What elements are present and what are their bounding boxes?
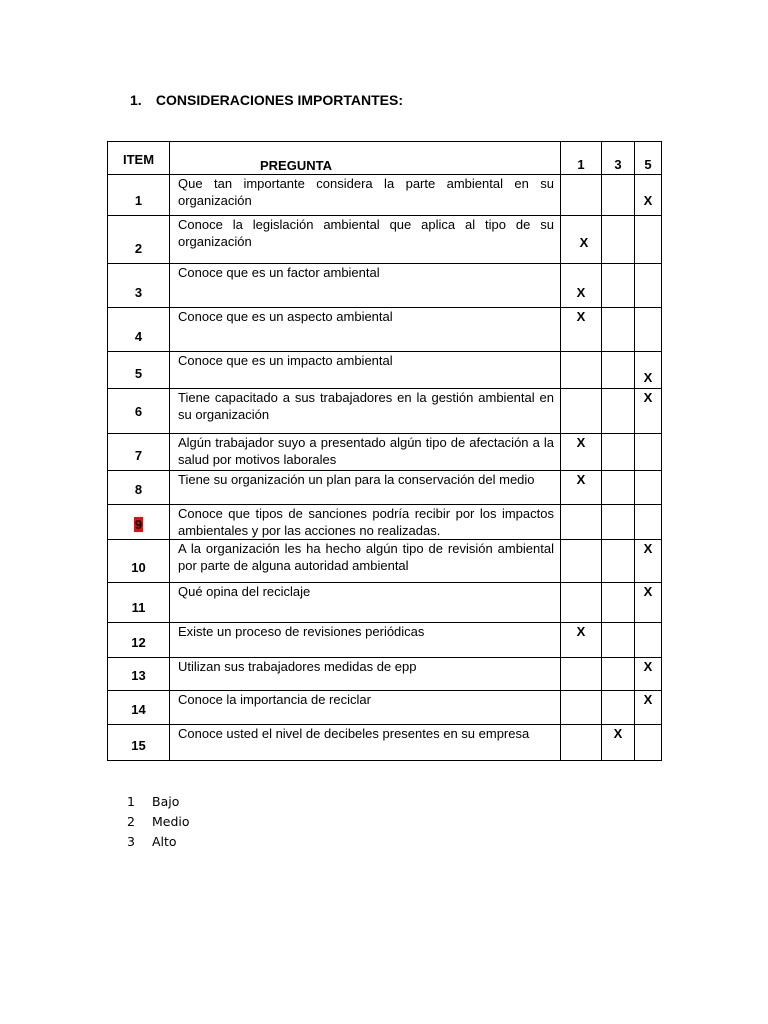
question-text: Algún trabajador suyo a presentado algún tipo de afectación a la salud por motivos laborales [170, 434, 561, 471]
mark-col-1: X [561, 216, 602, 264]
mark-col-5 [635, 505, 662, 540]
legend-item [127, 832, 190, 852]
table-row [108, 505, 662, 540]
mark-col-3 [602, 658, 635, 691]
questions-table [107, 141, 662, 761]
section-number: 1. [130, 92, 142, 108]
question-text: Existe un proceso de revisiones periódicas [170, 623, 561, 658]
question-text: A la organización les ha hecho algún tipo de revisión ambiental por parte de alguna autoridad ambiental [170, 540, 561, 583]
mark-col-1 [561, 725, 602, 761]
table-row [108, 471, 662, 505]
mark-col-5: X [635, 352, 662, 389]
item-number: 6 [108, 389, 170, 434]
legend-item [127, 792, 190, 812]
question-text: Conoce que es un aspecto ambiental [170, 308, 561, 352]
table-row [108, 540, 662, 583]
table-row [108, 658, 662, 691]
mark-col-3 [602, 308, 635, 352]
mark-col-5 [635, 434, 662, 471]
mark-col-5: X [635, 583, 662, 623]
question-text: Tiene su organización un plan para la conservación del medio [170, 471, 561, 505]
item-number: 8 [108, 471, 170, 505]
item-number: 11 [108, 583, 170, 623]
mark-col-5 [635, 216, 662, 264]
item-number: 12 [108, 623, 170, 658]
mark-col-3 [602, 389, 635, 434]
item-number: 3 [108, 264, 170, 308]
section-heading [130, 92, 403, 108]
table-row [108, 583, 662, 623]
header-pregunta: PREGUNTA [170, 142, 561, 175]
mark-col-5: X [635, 658, 662, 691]
mark-col-3 [602, 540, 635, 583]
mark-col-3 [602, 352, 635, 389]
mark-col-5: X [635, 175, 662, 216]
item-number: 10 [108, 540, 170, 583]
mark-col-3 [602, 216, 635, 264]
legend-label: Medio [152, 814, 190, 829]
question-text: Conoce que tipos de sanciones podría recibir por los impactos ambientales y por las acciones no realizadas. [170, 505, 561, 540]
mark-col-1 [561, 583, 602, 623]
header-col-3: 3 [602, 142, 635, 175]
mark-col-5 [635, 623, 662, 658]
mark-col-3 [602, 691, 635, 725]
mark-col-5 [635, 308, 662, 352]
mark-col-3 [602, 264, 635, 308]
item-number: 14 [108, 691, 170, 725]
mark-col-3 [602, 505, 635, 540]
header-col-1: 1 [561, 142, 602, 175]
mark-col-3 [602, 471, 635, 505]
table-row [108, 434, 662, 471]
question-text: Que tan importante considera la parte ambiental en su organización [170, 175, 561, 216]
question-text: Conoce usted el nivel de decibeles presentes en su empresa [170, 725, 561, 761]
mark-col-1 [561, 540, 602, 583]
item-number: 15 [108, 725, 170, 761]
question-text: Conoce la importancia de reciclar [170, 691, 561, 725]
mark-col-5: X [635, 540, 662, 583]
mark-col-3: X [602, 725, 635, 761]
mark-col-3 [602, 623, 635, 658]
mark-col-1: X [561, 308, 602, 352]
mark-col-5 [635, 471, 662, 505]
item-number: 2 [108, 216, 170, 264]
legend-number: 1 [127, 794, 135, 809]
table-row [108, 389, 662, 434]
mark-col-1 [561, 352, 602, 389]
scale-legend [127, 792, 190, 852]
header-col-5: 5 [635, 142, 662, 175]
mark-col-3 [602, 434, 635, 471]
item-number [108, 505, 170, 540]
item-number: 13 [108, 658, 170, 691]
mark-col-1 [561, 505, 602, 540]
table-row [108, 175, 662, 216]
table-row [108, 264, 662, 308]
mark-col-1 [561, 658, 602, 691]
mark-col-1 [561, 691, 602, 725]
mark-col-5 [635, 725, 662, 761]
mark-col-5: X [635, 389, 662, 434]
question-text: Utilizan sus trabajadores medidas de epp [170, 658, 561, 691]
table-row [108, 691, 662, 725]
item-number: 7 [108, 434, 170, 471]
mark-col-3 [602, 175, 635, 216]
legend-number: 2 [127, 814, 135, 829]
mark-col-3 [602, 583, 635, 623]
question-text: Qué opina del reciclaje [170, 583, 561, 623]
legend-label: Alto [152, 834, 177, 849]
question-text: Tiene capacitado a sus trabajadores en la gestión ambiental en su organización [170, 389, 561, 434]
table-header-row [108, 142, 662, 175]
table-row [108, 623, 662, 658]
mark-col-1: X [561, 471, 602, 505]
item-number: 1 [108, 175, 170, 216]
mark-col-5 [635, 264, 662, 308]
table-row [108, 352, 662, 389]
legend-label: Bajo [152, 794, 180, 809]
question-text: Conoce que es un factor ambiental [170, 264, 561, 308]
section-title: CONSIDERACIONES IMPORTANTES: [155, 92, 403, 108]
question-text: Conoce que es un impacto ambiental [170, 352, 561, 389]
table-row [108, 308, 662, 352]
table-row [108, 216, 662, 264]
mark-col-1: X [561, 434, 602, 471]
legend-item [127, 812, 190, 832]
header-item: ITEM [108, 142, 170, 175]
mark-col-1 [561, 389, 602, 434]
mark-col-1: X [561, 623, 602, 658]
item-number-highlighted: 9 [134, 517, 143, 532]
question-text: Conoce la legislación ambiental que aplica al tipo de su organización [170, 216, 561, 264]
table-row [108, 725, 662, 761]
mark-col-1 [561, 175, 602, 216]
item-number: 4 [108, 308, 170, 352]
mark-col-5: X [635, 691, 662, 725]
item-number: 5 [108, 352, 170, 389]
legend-number: 3 [127, 834, 135, 849]
mark-col-1: X [561, 264, 602, 308]
